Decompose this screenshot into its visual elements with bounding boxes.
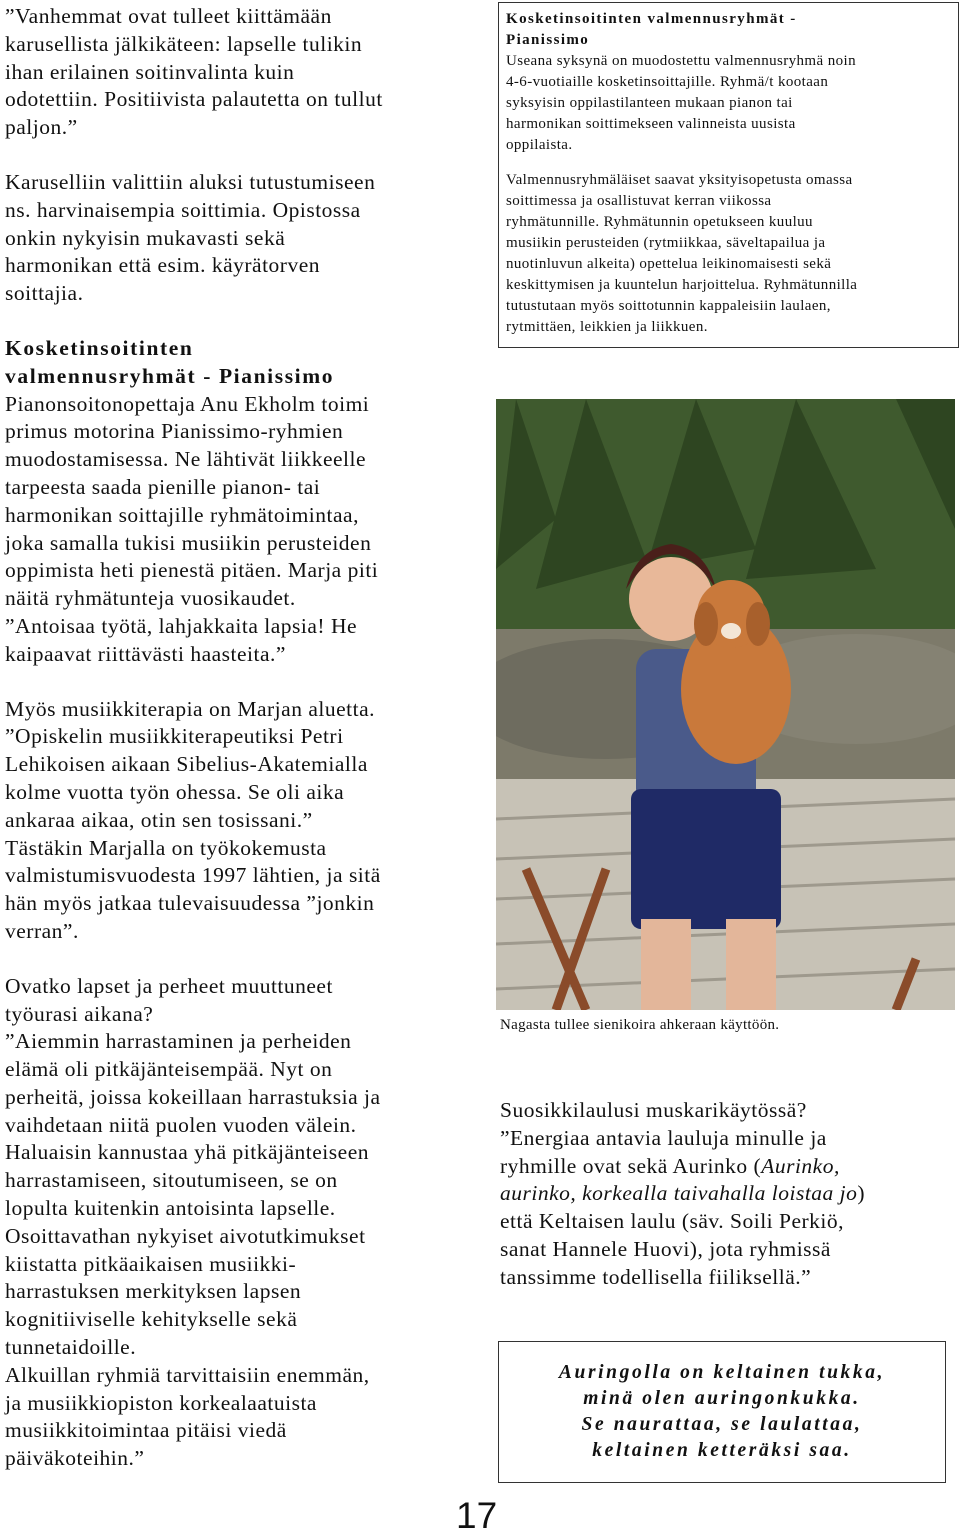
text-line: karusellista jälkikäteen: lapselle tulikin — [5, 31, 363, 56]
text-line: soittajia. — [5, 281, 84, 306]
text-line: hän myös jatkaa tulevaisuudessa ”jonkin — [5, 891, 375, 916]
text-line: Karuselliin valittiin aluksi tutustumiseen — [5, 169, 376, 194]
text-line: tunnetaidoille. — [5, 1335, 137, 1360]
paragraph-feedback — [5, 3, 475, 142]
song-title-fragment: aurinko, korkealla taivahalla loistaa jo — [500, 1181, 858, 1206]
text-line: Myös musiikkiterapia on Marjan aluetta. — [5, 696, 375, 721]
poem-box — [498, 1341, 946, 1483]
text-line: tutustutaan myös soittotunnin kappaleisiin laulaen, — [506, 298, 831, 314]
paragraph-families — [5, 973, 475, 1473]
text-line: ryhmätunnille. Ryhmätunnin opetukseen kuuluu — [506, 214, 813, 230]
text-line: Suosikkilaulusi muskarikäytössä? — [500, 1098, 807, 1122]
text-line: elämä oli pitkäjänteisempää. Nyt on — [5, 1057, 333, 1082]
text-line: Haluaisin kannustaa yhä pitkäjänteiseen — [5, 1140, 369, 1165]
text-line: primus motorina Pianissimo-ryhmien — [5, 419, 344, 444]
photo-caption: Nagasta tullee sienikoira ahkeraan käyttöön. — [500, 1017, 780, 1033]
text-line: rytmittäen, leikkien ja liikkuen. — [506, 319, 708, 335]
info-box-intro — [506, 9, 951, 156]
text-line: harmonikan soittajille ryhmätoimintaa, — [5, 502, 359, 527]
text-line: muodostamisessa. Ne lähtivät liikkeelle — [5, 447, 367, 472]
text-line: musiikin perusteiden (rytmiikkaa, säveltapailua ja — [506, 235, 826, 251]
text-line: harrastuksen merkityksen lapsen — [5, 1279, 302, 1304]
text-line: ”Energiaa antavia lauluja minulle ja — [500, 1125, 827, 1150]
text-line: valmistumisvuodesta 1997 lähtien, ja sitä — [5, 863, 381, 888]
text-line: musiikkitoimintaa pitäisi viedä — [5, 1418, 287, 1443]
text-line: syksyisin oppilastilanteen mukaan pianon tai — [506, 95, 793, 111]
text-line: päiväkoteihin.” — [5, 1446, 145, 1471]
text-line: perheitä, joissa kokeillaan harrastuksia ja — [5, 1084, 381, 1109]
text-line: Ovatko lapset ja perheet muuttuneet — [5, 973, 333, 998]
poem-line: Auringolla on keltainen tukka, — [558, 1362, 886, 1383]
text-line: oppimista heti pienestä pitäen. Marja piti — [5, 558, 379, 583]
text-line: kolme vuotta työn ohessa. Se oli aika — [5, 779, 345, 804]
text-line: oppilaista. — [506, 137, 573, 153]
text-line: ”Antoisaa työtä, lahjakkaita lapsia! He — [5, 613, 358, 638]
photo-woman-with-puppy — [496, 399, 955, 1010]
text-line: että Keltaisen laulu (säv. Soili Perkiö, — [500, 1209, 845, 1234]
text-line: Useana syksynä on muodostettu valmennusryhmä noin — [506, 53, 856, 69]
text-line: nuotinluvun alkeita) opettelua leikinomaisesti sekä — [506, 256, 832, 272]
text-line: keskittymisen ja kuuntelun harjoittelua. Ryhmätunnilla — [506, 277, 858, 293]
text-line: Valmennusryhmäläiset saavat yksityisopetusta omassa — [506, 172, 853, 188]
photo-illustration — [496, 399, 955, 1010]
section-heading: valmennusryhmät - Pianissimo — [5, 363, 335, 388]
info-box — [498, 2, 959, 348]
section-heading: Kosketinsoitinten — [5, 335, 194, 360]
text-fragment: ryhmille ovat sekä Aurinko ( — [500, 1153, 762, 1178]
text-line: ankaraa aikaa, otin sen tosissani.” — [5, 807, 313, 832]
text-line: sanat Hannele Huovi), jota ryhmissä — [500, 1236, 831, 1261]
text-line: Lehikoisen aikaan Sibelius-Akatemialla — [5, 752, 368, 777]
paragraph-music-therapy — [5, 696, 475, 946]
left-column — [5, 3, 475, 1500]
text-line — [500, 1153, 950, 1181]
text-line: soittimessa ja osallistuvat kerran viikossa — [506, 193, 772, 209]
text-line: kiistatta pitkäaikaisen musiikki- — [5, 1251, 297, 1276]
info-box-details — [506, 170, 951, 338]
text-line: ns. harvinaisempia soittimia. Opistossa — [5, 197, 361, 222]
paragraph-carousel — [5, 169, 475, 308]
text-line: harrastamiseen, sitoutumiseen, se on — [5, 1168, 338, 1193]
text-line: ”Opiskelin musiikkiterapeutiksi Petri — [5, 724, 344, 749]
text-line: ”Vanhemmat ovat tulleet kiittämään — [5, 4, 332, 28]
text-line: Pianonsoitonopettaja Anu Ekholm toimi — [5, 391, 370, 416]
text-line: harmonikan soittimekseen valinneista uusista — [506, 116, 796, 132]
poem-line: minä olen auringonkukka. — [583, 1388, 861, 1409]
text-line: ja musiikkiopiston korkealaatuista — [5, 1390, 317, 1415]
song-title-fragment: Aurinko, — [761, 1153, 840, 1178]
poem-lines — [499, 1342, 945, 1464]
text-line: verran”. — [5, 918, 79, 943]
text-line — [500, 1180, 950, 1208]
info-box-heading: Kosketinsoitinten valmennusryhmät - — [506, 11, 797, 27]
text-line: ihan erilainen soitinvalinta kuin — [5, 59, 295, 84]
text-line: Osoittavathan nykyiset aivotutkimukset — [5, 1223, 366, 1248]
text-line: odotettiin. Positiivista palautetta on tullut — [5, 87, 383, 112]
info-box-heading: Pianissimo — [506, 32, 590, 48]
text-line: joka samalla tukisi musiikin perusteiden — [5, 530, 372, 555]
text-line: kognitiiviselle kehitykselle sekä — [5, 1307, 298, 1332]
poem-line: keltainen ketteräksi saa. — [592, 1440, 852, 1461]
text-line: Tästäkin Marjalla on työkokemusta — [5, 835, 327, 860]
page-number: 17 — [456, 1495, 498, 1536]
text-line: tarpeesta saada pienille pianon- tai — [5, 474, 321, 499]
text-line: näitä ryhmätunteja vuosikaudet. — [5, 586, 296, 611]
text-line: harmonikan että esim. käyrätorven — [5, 253, 321, 278]
text-line: tanssimme todellisella fiiliksellä.” — [500, 1264, 812, 1289]
text-line: 4-6-vuotiaille kosketinsoittajille. Ryhmä/t kootaan — [506, 74, 829, 90]
text-line: onkin nykyisin mukavasti sekä — [5, 225, 286, 250]
text-line: lopulta kuitenkin antoisinta lapselle. — [5, 1196, 336, 1221]
text-line: vaihdetaan niitä puolen vuoden välein. — [5, 1112, 357, 1137]
text-fragment: ) — [857, 1181, 866, 1206]
text-line: kaipaavat riittävästi haasteita.” — [5, 641, 286, 666]
favorite-song-paragraph — [500, 1097, 950, 1292]
paragraph-pianissimo — [5, 335, 475, 669]
text-line: Alkuillan ryhmiä tarvittaisiin enemmän, — [5, 1362, 370, 1387]
text-line: paljon.” — [5, 115, 78, 140]
poem-line: Se naurattaa, se laulattaa, — [581, 1414, 863, 1435]
text-line: ”Aiemmin harrastaminen ja perheiden — [5, 1029, 352, 1054]
text-line: työurasi aikana? — [5, 1001, 154, 1026]
